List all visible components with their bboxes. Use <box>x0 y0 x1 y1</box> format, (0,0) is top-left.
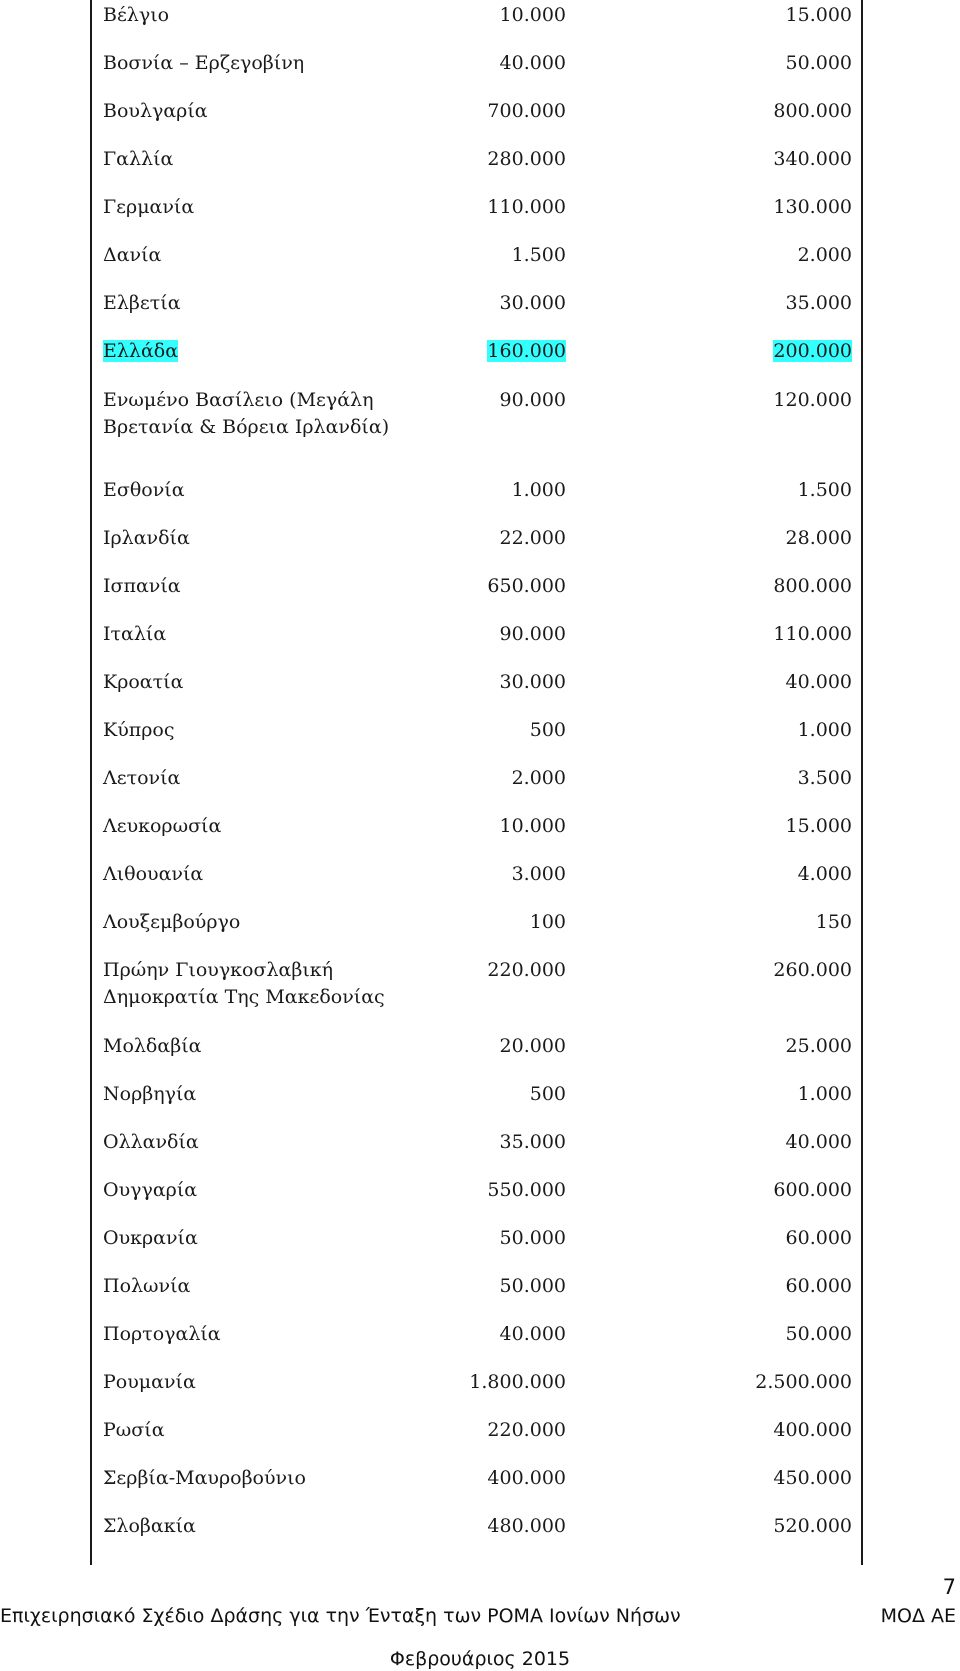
min-estimate-cell: 100 <box>529 911 566 933</box>
max-estimate-cell: 60.000 <box>785 1227 852 1249</box>
min-estimate-cell: 40.000 <box>499 1323 566 1345</box>
max-estimate-cell <box>773 338 852 365</box>
country-cell: Πολωνία <box>103 1275 191 1297</box>
min-estimate-cell: 700.000 <box>487 100 566 122</box>
max-estimate-cell: 520.000 <box>773 1515 852 1537</box>
max-estimate-cell: 4.000 <box>797 863 852 885</box>
max-estimate-cell: 1.000 <box>797 1083 852 1105</box>
min-estimate-cell: 110.000 <box>487 196 566 218</box>
table-left-border <box>90 0 92 1565</box>
min-estimate-cell: 10.000 <box>499 815 566 837</box>
max-estimate-cell: 450.000 <box>773 1467 852 1489</box>
footer-date: Φεβρουάριος 2015 <box>389 1648 571 1670</box>
max-estimate-cell: 120.000 <box>773 389 852 411</box>
max-estimate-cell: 15.000 <box>785 815 852 837</box>
country-cell: Ουγγαρία <box>103 1179 198 1201</box>
country-cell: Σλοβακία <box>103 1515 196 1537</box>
country-cell: Βοσνία – Ερζεγοβίνη <box>103 52 305 74</box>
max-estimate-cell: 150 <box>815 911 852 933</box>
country-cell: Μολδαβία <box>103 1035 202 1057</box>
footer-document-title: Επιχειρησιακό Σχέδιο Δράσης για την Ένταξη των ΡΟΜΑ Ιονίων Νήσων <box>0 1605 681 1627</box>
max-estimate-cell: 35.000 <box>785 292 852 314</box>
min-estimate-cell: 550.000 <box>487 1179 566 1201</box>
page-number: 7 <box>942 1575 956 1599</box>
country-cell: Νορβηγία <box>103 1083 197 1105</box>
country-cell: Ρωσία <box>103 1419 165 1441</box>
min-estimate-cell <box>487 338 566 365</box>
footer-organization: ΜΟΔ ΑΕ <box>880 1605 956 1627</box>
country-cell: Κύπρος <box>103 719 175 741</box>
highlighted-text: 160.000 <box>487 340 566 362</box>
min-estimate-cell: 500 <box>529 719 566 741</box>
max-estimate-cell: 1.000 <box>797 719 852 741</box>
max-estimate-cell: 50.000 <box>785 52 852 74</box>
highlighted-text: Ελλάδα <box>103 340 179 362</box>
country-cell: Λιθουανία <box>103 863 204 885</box>
min-estimate-cell: 30.000 <box>499 671 566 693</box>
min-estimate-cell: 1.800.000 <box>469 1371 566 1393</box>
min-estimate-cell: 650.000 <box>487 575 566 597</box>
min-estimate-cell: 3.000 <box>511 863 566 885</box>
country-cell: Ρουμανία <box>103 1371 196 1393</box>
max-estimate-cell: 340.000 <box>773 148 852 170</box>
min-estimate-cell: 2.000 <box>511 767 566 789</box>
min-estimate-cell: 50.000 <box>499 1227 566 1249</box>
country-cell: Πρώην Γιουγκοσλαβική Δημοκρατία Της Μακεδονίας <box>103 959 385 1008</box>
min-estimate-cell: 10.000 <box>499 4 566 26</box>
country-cell: Γερμανία <box>103 196 195 218</box>
country-cell: Λετονία <box>103 767 181 789</box>
max-estimate-cell: 260.000 <box>773 959 852 981</box>
country-cell: Σερβία-Μαυροβούνιο <box>103 1467 306 1489</box>
country-cell: Ουκρανία <box>103 1227 198 1249</box>
min-estimate-cell: 280.000 <box>487 148 566 170</box>
max-estimate-cell: 110.000 <box>773 623 852 645</box>
max-estimate-cell: 130.000 <box>773 196 852 218</box>
min-estimate-cell: 500 <box>529 1083 566 1105</box>
country-cell: Ιταλία <box>103 623 167 645</box>
max-estimate-cell: 25.000 <box>785 1035 852 1057</box>
max-estimate-cell: 2.500.000 <box>755 1371 852 1393</box>
max-estimate-cell: 1.500 <box>797 479 852 501</box>
max-estimate-cell: 40.000 <box>785 1131 852 1153</box>
highlighted-text: 200.000 <box>773 340 852 362</box>
min-estimate-cell: 220.000 <box>487 959 566 981</box>
min-estimate-cell: 90.000 <box>499 389 566 411</box>
min-estimate-cell: 40.000 <box>499 52 566 74</box>
country-cell: Βέλγιο <box>103 4 170 26</box>
max-estimate-cell: 400.000 <box>773 1419 852 1441</box>
country-cell: Λευκορωσία <box>103 815 222 837</box>
min-estimate-cell: 90.000 <box>499 623 566 645</box>
country-cell: Κροατία <box>103 671 184 693</box>
max-estimate-cell: 60.000 <box>785 1275 852 1297</box>
country-cell: Πορτογαλία <box>103 1323 221 1345</box>
min-estimate-cell: 30.000 <box>499 292 566 314</box>
country-cell: Γαλλία <box>103 148 174 170</box>
min-estimate-cell: 400.000 <box>487 1467 566 1489</box>
min-estimate-cell: 1.500 <box>511 244 566 266</box>
country-cell: Ιρλανδία <box>103 527 190 549</box>
min-estimate-cell: 480.000 <box>487 1515 566 1537</box>
country-cell: Δανία <box>103 244 162 266</box>
country-cell: Ισπανία <box>103 575 181 597</box>
max-estimate-cell: 3.500 <box>797 767 852 789</box>
min-estimate-cell: 1.000 <box>511 479 566 501</box>
country-cell: Ελβετία <box>103 292 181 314</box>
min-estimate-cell: 22.000 <box>499 527 566 549</box>
max-estimate-cell: 40.000 <box>785 671 852 693</box>
country-cell: Ενωμένο Βασίλειο (Μεγάλη Βρετανία & Βόρεια Ιρλανδία) <box>103 389 390 438</box>
country-cell: Βουλγαρία <box>103 100 208 122</box>
max-estimate-cell: 15.000 <box>785 4 852 26</box>
min-estimate-cell: 35.000 <box>499 1131 566 1153</box>
country-cell <box>103 338 423 365</box>
country-cell: Λουξεμβούργο <box>103 911 241 933</box>
max-estimate-cell: 50.000 <box>785 1323 852 1345</box>
min-estimate-cell: 50.000 <box>499 1275 566 1297</box>
min-estimate-cell: 220.000 <box>487 1419 566 1441</box>
max-estimate-cell: 800.000 <box>773 575 852 597</box>
min-estimate-cell: 20.000 <box>499 1035 566 1057</box>
country-cell: Ολλανδία <box>103 1131 199 1153</box>
max-estimate-cell: 600.000 <box>773 1179 852 1201</box>
country-cell: Εσθονία <box>103 479 185 501</box>
max-estimate-cell: 800.000 <box>773 100 852 122</box>
table-right-border <box>861 0 863 1565</box>
max-estimate-cell: 28.000 <box>785 527 852 549</box>
max-estimate-cell: 2.000 <box>797 244 852 266</box>
